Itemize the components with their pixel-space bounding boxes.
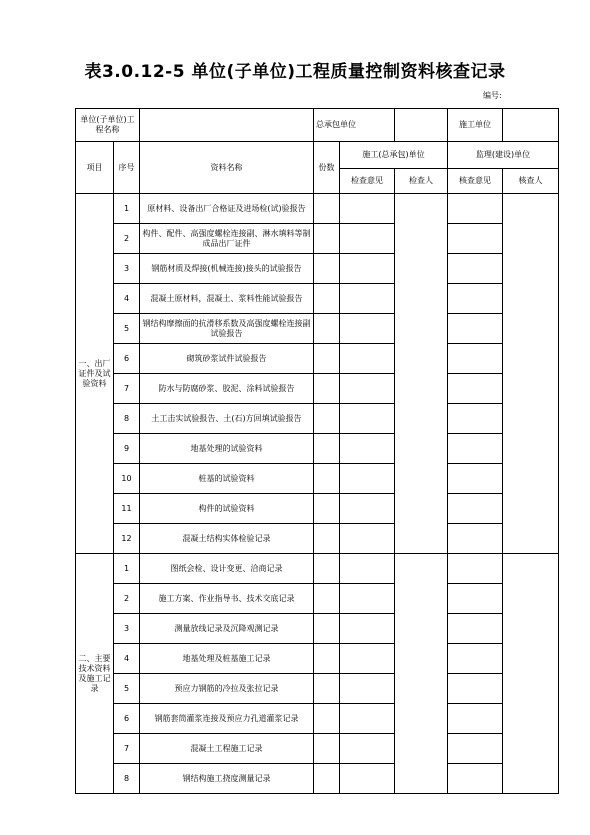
- seq-cell: 5: [114, 674, 140, 704]
- table-row: [76, 764, 559, 794]
- copies-cell[interactable]: [314, 314, 340, 344]
- verify-opinion-cell[interactable]: [448, 524, 503, 554]
- seq-cell: 4: [114, 284, 140, 314]
- verify-opinion-cell[interactable]: [448, 194, 503, 224]
- table-row: [76, 284, 559, 314]
- doc-name-cell: 地基处理的试验资料: [140, 434, 314, 464]
- verifier-cell[interactable]: [503, 554, 559, 794]
- seq-cell: 3: [114, 614, 140, 644]
- verify-opinion-cell[interactable]: [448, 374, 503, 404]
- doc-name-cell: 混凝土结构实体检验记录: [140, 524, 314, 554]
- copies-cell[interactable]: [314, 644, 340, 674]
- doc-name-cell: 桩基的试验资料: [140, 464, 314, 494]
- seq-cell: 6: [114, 344, 140, 374]
- doc-name-cell: 钢结构施工挠度测量记录: [140, 764, 314, 794]
- doc-name-cell: 地基处理及桩基施工记录: [140, 644, 314, 674]
- check-opinion-cell[interactable]: [340, 494, 395, 524]
- doc-name-cell: 构件、配件、高强度螺栓连接副、淋水填料等制成品出厂证件: [140, 224, 314, 254]
- seq-cell: 6: [114, 704, 140, 734]
- copies-cell[interactable]: [314, 404, 340, 434]
- table-row: [76, 224, 559, 254]
- copies-cell[interactable]: [314, 614, 340, 644]
- copies-cell[interactable]: [314, 554, 340, 584]
- check-opinion-cell[interactable]: [340, 644, 395, 674]
- verify-opinion-cell[interactable]: [448, 434, 503, 464]
- col-copies-header: 份数: [314, 142, 340, 194]
- table-row: [76, 374, 559, 404]
- doc-name-cell: 钢筋套筒灌浆连接及预应力孔道灌浆记录: [140, 704, 314, 734]
- table-row: [76, 614, 559, 644]
- check-opinion-cell[interactable]: [340, 314, 395, 344]
- table-row: [76, 254, 559, 284]
- seq-cell: 8: [114, 764, 140, 794]
- seq-cell: 4: [114, 644, 140, 674]
- col-check-opinion-header: 检查意见: [340, 169, 395, 194]
- doc-name-cell: 土工击实试验报告、土(石)方回填试验报告: [140, 404, 314, 434]
- doc-name-cell: 混凝土工程施工记录: [140, 734, 314, 764]
- copies-cell[interactable]: [314, 344, 340, 374]
- unit-project-value[interactable]: [140, 109, 314, 142]
- verify-opinion-cell[interactable]: [448, 674, 503, 704]
- col-doc-name-header: 资料名称: [140, 142, 314, 194]
- copies-cell[interactable]: [314, 224, 340, 254]
- doc-name-cell: 钢结构摩擦面的抗滑移系数及高强度螺栓连接副试验报告: [140, 314, 314, 344]
- doc-name-cell: 测量放线记录及沉降观测记录: [140, 614, 314, 644]
- copies-cell[interactable]: [314, 674, 340, 704]
- doc-name-cell: 构件的试验资料: [140, 494, 314, 524]
- check-opinion-cell[interactable]: [340, 614, 395, 644]
- verify-opinion-cell[interactable]: [448, 614, 503, 644]
- table-row: [76, 314, 559, 344]
- verifier-cell[interactable]: [503, 194, 559, 554]
- seq-cell: 8: [114, 404, 140, 434]
- seq-cell: 2: [114, 224, 140, 254]
- verify-opinion-cell[interactable]: [448, 224, 503, 254]
- construction-unit-value[interactable]: [503, 109, 559, 142]
- table-row: [76, 584, 559, 614]
- general-contractor-value[interactable]: [395, 109, 448, 142]
- col-item-header: 项目: [76, 142, 114, 194]
- doc-name-cell: 砌筑砂浆试件试验报告: [140, 344, 314, 374]
- doc-name-cell: 图纸会检、设计变更、洽商记录: [140, 554, 314, 584]
- copies-cell[interactable]: [314, 764, 340, 794]
- check-opinion-cell[interactable]: [340, 524, 395, 554]
- table-row: [76, 494, 559, 524]
- check-opinion-cell[interactable]: [340, 734, 395, 764]
- unit-project-label: 单位(子单位)工程名称: [76, 109, 140, 142]
- col-verify-opinion-header: 核查意见: [448, 169, 503, 194]
- copies-cell[interactable]: [314, 284, 340, 314]
- doc-name-cell: 原材料、设备出厂合格证及进场检(试)验报告: [140, 194, 314, 224]
- doc-name-cell: 混凝土原材料，混凝土、浆料性能试验报告: [140, 284, 314, 314]
- doc-name-cell: 防水与防腐砂浆、胶泥、涂料试验报告: [140, 374, 314, 404]
- seq-cell: 1: [114, 554, 140, 584]
- verify-opinion-cell[interactable]: [448, 284, 503, 314]
- verify-opinion-cell[interactable]: [448, 734, 503, 764]
- table-row: [76, 554, 559, 584]
- check-opinion-cell[interactable]: [340, 404, 395, 434]
- seq-cell: 11: [114, 494, 140, 524]
- copies-cell[interactable]: [314, 494, 340, 524]
- table-row: [76, 464, 559, 494]
- inspector-cell[interactable]: [395, 194, 448, 554]
- check-opinion-cell[interactable]: [340, 434, 395, 464]
- verify-opinion-cell[interactable]: [448, 314, 503, 344]
- copies-cell[interactable]: [314, 194, 340, 224]
- copies-cell[interactable]: [314, 704, 340, 734]
- table-row: [76, 404, 559, 434]
- verify-opinion-cell[interactable]: [448, 494, 503, 524]
- seq-cell: 10: [114, 464, 140, 494]
- construction-unit-label: 施工单位: [448, 109, 503, 142]
- verify-opinion-cell[interactable]: [448, 254, 503, 284]
- check-opinion-cell[interactable]: [340, 554, 395, 584]
- serial-number-label: 编号:: [483, 91, 502, 100]
- table-row: [76, 644, 559, 674]
- verify-opinion-cell[interactable]: [448, 404, 503, 434]
- verify-opinion-cell[interactable]: [448, 764, 503, 794]
- supervision-group-header: 监理(建设)单位: [448, 142, 559, 169]
- check-opinion-cell[interactable]: [340, 344, 395, 374]
- seq-cell: 2: [114, 584, 140, 614]
- category-cell: 二、主要技术资料及施工记录: [76, 554, 114, 794]
- seq-cell: 1: [114, 194, 140, 224]
- table-row: [76, 734, 559, 764]
- general-contractor-label: 总承包单位: [314, 109, 395, 142]
- copies-cell[interactable]: [314, 254, 340, 284]
- column-header-row-1: [76, 142, 559, 169]
- verify-opinion-cell[interactable]: [448, 584, 503, 614]
- col-seq-header: 序号: [114, 142, 140, 194]
- col-inspector-header: 检查人: [395, 169, 448, 194]
- doc-name-cell: 钢筋材质及焊接(机械连接)接头的试验报告: [140, 254, 314, 284]
- copies-cell[interactable]: [314, 734, 340, 764]
- table-row: [76, 674, 559, 704]
- copies-cell[interactable]: [314, 374, 340, 404]
- copies-cell[interactable]: [314, 524, 340, 554]
- check-opinion-cell[interactable]: [340, 764, 395, 794]
- seq-cell: 5: [114, 314, 140, 344]
- doc-name-cell: 预应力钢筋的冷拉及张拉记录: [140, 674, 314, 704]
- table-row: [76, 704, 559, 734]
- table-row: [76, 194, 559, 224]
- construction-group-header: 施工(总承包)单位: [340, 142, 448, 169]
- inspector-cell[interactable]: [395, 554, 448, 794]
- category-cell: 一、出厂证件及试验资料: [76, 194, 114, 554]
- check-opinion-cell[interactable]: [340, 464, 395, 494]
- seq-cell: 12: [114, 524, 140, 554]
- check-opinion-cell[interactable]: [340, 284, 395, 314]
- verify-opinion-cell[interactable]: [448, 344, 503, 374]
- seq-cell: 3: [114, 254, 140, 284]
- seq-cell: 7: [114, 734, 140, 764]
- verify-opinion-cell[interactable]: [448, 554, 503, 584]
- check-opinion-cell[interactable]: [340, 584, 395, 614]
- check-opinion-cell[interactable]: [340, 254, 395, 284]
- verify-opinion-cell[interactable]: [448, 704, 503, 734]
- verify-opinion-cell[interactable]: [448, 464, 503, 494]
- table-row: [76, 344, 559, 374]
- check-opinion-cell[interactable]: [340, 194, 395, 224]
- page-title: 表3.0.12-5 单位(子单位)工程质量控制资料核查记录: [84, 62, 506, 82]
- seq-cell: 9: [114, 434, 140, 464]
- copies-cell[interactable]: [314, 434, 340, 464]
- seq-cell: 7: [114, 374, 140, 404]
- check-opinion-cell[interactable]: [340, 704, 395, 734]
- table-row: [76, 524, 559, 554]
- quality-control-record-table: [75, 108, 559, 794]
- verify-opinion-cell[interactable]: [448, 644, 503, 674]
- header-info-row: [76, 109, 559, 142]
- check-opinion-cell[interactable]: [340, 674, 395, 704]
- copies-cell[interactable]: [314, 584, 340, 614]
- copies-cell[interactable]: [314, 464, 340, 494]
- check-opinion-cell[interactable]: [340, 374, 395, 404]
- check-opinion-cell[interactable]: [340, 224, 395, 254]
- table-row: [76, 434, 559, 464]
- doc-name-cell: 施工方案、作业指导书、技术交底记录: [140, 584, 314, 614]
- col-verifier-header: 核查人: [503, 169, 559, 194]
